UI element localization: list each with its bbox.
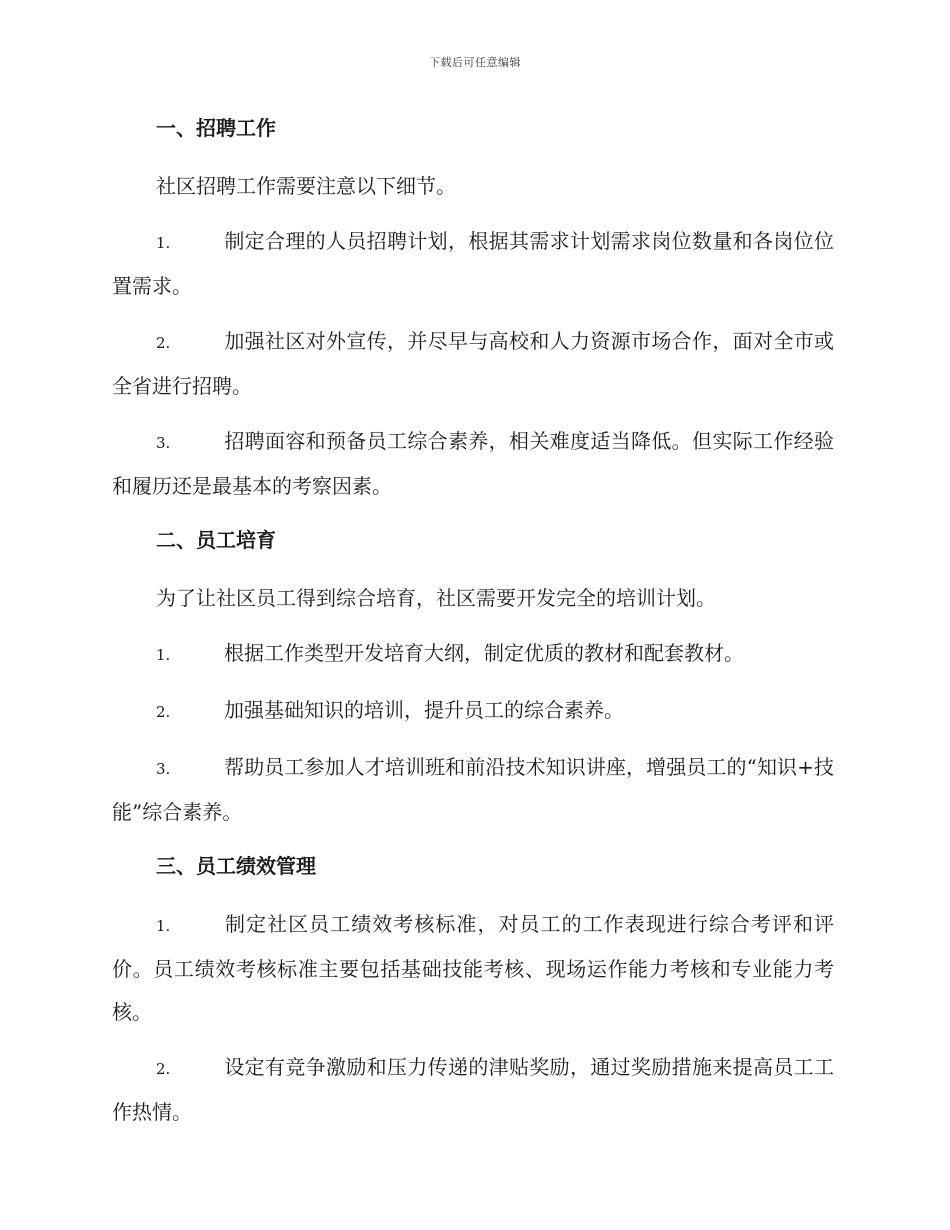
- list-item-text: 加强基础知识的培训，提升员工的综合素养。: [224, 698, 624, 722]
- list-item-number: 2.: [156, 1060, 171, 1078]
- section-intro: 社区招聘工作需要注意以下细节。: [156, 174, 456, 198]
- list-item: [112, 632, 834, 677]
- list-item: [112, 220, 834, 308]
- list-item-number: 1.: [156, 646, 171, 664]
- list-item-text: 帮助员工参加人才培训班和前沿技术知识讲座，增强员工的“知识+技能”综合素养。: [112, 755, 834, 824]
- header-note: 下载后可任意编辑: [429, 56, 521, 69]
- list-item-number: 3.: [156, 434, 171, 452]
- section-heading: 一、招聘工作: [156, 116, 276, 140]
- section-training: [112, 520, 834, 846]
- list-item: [112, 320, 834, 408]
- list-item: [112, 689, 834, 734]
- section-intro: 为了让社区员工得到综合培育，社区需要开发完全的培训计划。: [156, 586, 716, 610]
- list-item-number: 3.: [156, 760, 171, 778]
- list-item: [112, 1046, 834, 1134]
- list-item: [112, 746, 834, 834]
- section-recruitment: [112, 108, 834, 520]
- section-performance: [112, 846, 834, 1134]
- list-item-text: 招聘面容和预备员工综合素养，相关难度适当降低。但实际工作经验和履历还是最基本的考察因素。: [112, 429, 834, 498]
- list-item: [112, 420, 834, 508]
- list-item-text: 制定合理的人员招聘计划，根据其需求计划需求岗位数量和各岗位位置需求。: [112, 229, 834, 298]
- list-item-text: 加强社区对外宣传，并尽早与高校和人力资源市场合作，面对全市或全省进行招聘。: [112, 329, 834, 398]
- section-heading: 三、员工绩效管理: [156, 854, 316, 878]
- list-item-number: 1.: [156, 917, 171, 935]
- list-item-text: 设定有竞争激励和压力传递的津贴奖励，通过奖励措施来提高员工工作热情。: [112, 1055, 834, 1124]
- list-item-number: 2.: [156, 703, 171, 721]
- list-item-text: 根据工作类型开发培育大纲，制定优质的教材和配套教材。: [224, 641, 744, 665]
- list-item-number: 2.: [156, 334, 171, 352]
- document-body: [112, 108, 834, 1134]
- section-heading: 二、员工培育: [156, 528, 276, 552]
- list-item-text: 制定社区员工绩效考核标准，对员工的工作表现进行综合考评和评价。员工绩效考核标准主要包括基础技能考核、现场运作能力考核和专业能力考核。: [112, 912, 834, 1024]
- list-item: [112, 903, 834, 1034]
- list-item-number: 1.: [156, 234, 171, 252]
